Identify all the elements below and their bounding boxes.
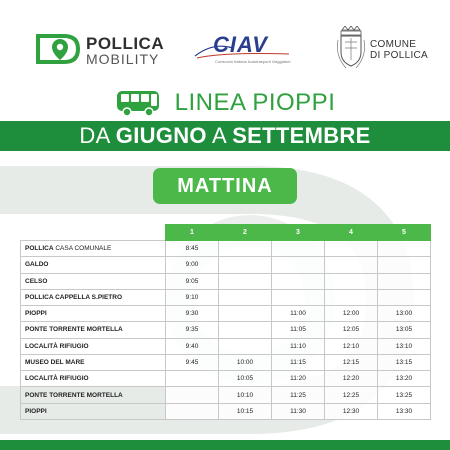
table-row bbox=[21, 322, 431, 338]
stop-name-detail: CASA COMUNALE bbox=[53, 245, 112, 253]
departure-time bbox=[166, 387, 219, 403]
stop-name-main: POLLICA bbox=[25, 245, 54, 253]
departure-time bbox=[272, 289, 325, 305]
stop-name bbox=[21, 387, 166, 403]
departure-time: 13:25 bbox=[378, 387, 431, 403]
departure-time: 12:05 bbox=[325, 322, 378, 338]
departure-time bbox=[325, 289, 378, 305]
season-prefix: DA bbox=[79, 123, 116, 148]
season-month-from: GIUGNO bbox=[115, 123, 207, 148]
departure-time: 11:30 bbox=[272, 403, 325, 419]
period-label: MATTINA bbox=[177, 174, 273, 197]
departure-time: 8:45 bbox=[166, 241, 219, 257]
departure-time bbox=[325, 273, 378, 289]
pollica-logo-line1: POLLICA bbox=[86, 34, 165, 53]
departure-time bbox=[166, 403, 219, 419]
stop-name bbox=[21, 371, 166, 387]
departure-time bbox=[378, 273, 431, 289]
pollica-mobility-logo bbox=[34, 32, 174, 68]
period-badge bbox=[153, 168, 297, 204]
departure-time: 13:15 bbox=[378, 354, 431, 370]
departure-time bbox=[272, 273, 325, 289]
departure-time: 12:30 bbox=[325, 403, 378, 419]
departure-time: 9:00 bbox=[166, 257, 219, 273]
bus-icon bbox=[115, 89, 163, 117]
departure-time: 9:45 bbox=[166, 354, 219, 370]
run-header-5: 5 bbox=[378, 225, 431, 241]
departure-time: 11:00 bbox=[272, 306, 325, 322]
stop-name-main: MUSEO DEL MARE bbox=[25, 358, 85, 366]
departure-time bbox=[219, 273, 272, 289]
stop-name bbox=[21, 257, 166, 273]
table-row bbox=[21, 257, 431, 273]
departure-time: 11:15 bbox=[272, 354, 325, 370]
departure-time: 13:05 bbox=[378, 322, 431, 338]
comune-logo-line1: COMUNE bbox=[370, 39, 417, 50]
stop-name bbox=[21, 289, 166, 305]
stop-name-main: LOCALITÀ RIFIUGIO bbox=[25, 342, 89, 350]
stop-name-main: LOCALITÀ RIFIUGIO bbox=[25, 375, 89, 383]
table-row bbox=[21, 306, 431, 322]
header bbox=[0, 22, 450, 76]
stop-name-main: PIOPPI bbox=[25, 407, 47, 415]
table-row bbox=[21, 289, 431, 305]
timetable-body bbox=[21, 241, 431, 420]
ciav-logo bbox=[193, 32, 293, 68]
ciav-logo-word: CIAV bbox=[213, 32, 268, 57]
table-row bbox=[21, 354, 431, 370]
departure-time: 9:30 bbox=[166, 306, 219, 322]
departure-time bbox=[219, 257, 272, 273]
stop-name-main: POLLICA CAPPELLA S.PIETRO bbox=[25, 293, 123, 301]
departure-time bbox=[325, 241, 378, 257]
run-header-2: 2 bbox=[219, 225, 272, 241]
departure-time: 12:25 bbox=[325, 387, 378, 403]
departure-time bbox=[325, 257, 378, 273]
comune-logo-line2: DI POLLICA bbox=[370, 50, 429, 61]
stop-name-main: GALDO bbox=[25, 261, 49, 269]
table-row bbox=[21, 403, 431, 419]
departure-time: 10:00 bbox=[219, 354, 272, 370]
table-row bbox=[21, 273, 431, 289]
timetable bbox=[20, 224, 431, 420]
departure-time: 13:30 bbox=[378, 403, 431, 419]
departure-time: 12:15 bbox=[325, 354, 378, 370]
departure-time: 13:00 bbox=[378, 306, 431, 322]
departure-time: 10:05 bbox=[219, 371, 272, 387]
season-banner bbox=[0, 121, 450, 151]
departure-time bbox=[219, 306, 272, 322]
run-header-4: 4 bbox=[325, 225, 378, 241]
departure-time: 13:10 bbox=[378, 338, 431, 354]
stop-name-main: PIOPPI bbox=[25, 310, 47, 318]
departure-time: 12:10 bbox=[325, 338, 378, 354]
departure-time: 10:15 bbox=[219, 403, 272, 419]
table-row bbox=[21, 338, 431, 354]
line-title bbox=[0, 88, 450, 118]
stop-name-main: PONTE TORRENTE MORTELLA bbox=[25, 326, 123, 334]
departure-time: 10:10 bbox=[219, 387, 272, 403]
footer-bar bbox=[0, 440, 450, 450]
season-month-to: SETTEMBRE bbox=[232, 123, 371, 148]
departure-time: 11:20 bbox=[272, 371, 325, 387]
departure-time bbox=[272, 257, 325, 273]
crest-icon bbox=[336, 26, 366, 70]
departure-time bbox=[219, 289, 272, 305]
departure-time: 11:05 bbox=[272, 322, 325, 338]
stop-name-main: CELSO bbox=[25, 277, 48, 285]
departure-time bbox=[378, 289, 431, 305]
departure-time bbox=[166, 371, 219, 387]
line-name: LINEA PIOPPI bbox=[174, 89, 336, 116]
stop-name-main: PONTE TORRENTE MORTELLA bbox=[25, 391, 123, 399]
table-row bbox=[21, 371, 431, 387]
stop-name bbox=[21, 338, 166, 354]
departure-time: 9:05 bbox=[166, 273, 219, 289]
stop-name bbox=[21, 403, 166, 419]
departure-time bbox=[378, 257, 431, 273]
departure-time bbox=[219, 241, 272, 257]
stop-name bbox=[21, 354, 166, 370]
stop-name bbox=[21, 241, 166, 257]
departure-time: 9:10 bbox=[166, 289, 219, 305]
departure-time: 9:40 bbox=[166, 338, 219, 354]
departure-time bbox=[219, 322, 272, 338]
timetable-header-row bbox=[21, 225, 431, 241]
table-row bbox=[21, 241, 431, 257]
pollica-logo-line2: MOBILITY bbox=[86, 51, 160, 67]
run-header-1: 1 bbox=[166, 225, 219, 241]
departure-time: 12:00 bbox=[325, 306, 378, 322]
departure-time: 11:10 bbox=[272, 338, 325, 354]
departure-time bbox=[272, 241, 325, 257]
comune-di-pollica-logo bbox=[336, 26, 436, 72]
table-row bbox=[21, 387, 431, 403]
location-pin-icon bbox=[34, 32, 82, 66]
departure-time bbox=[219, 338, 272, 354]
departure-time: 12:20 bbox=[325, 371, 378, 387]
timetable-corner bbox=[21, 225, 166, 241]
season-middle: A bbox=[206, 123, 233, 148]
stop-name bbox=[21, 273, 166, 289]
stop-name bbox=[21, 306, 166, 322]
run-header-3: 3 bbox=[272, 225, 325, 241]
departure-time: 13:20 bbox=[378, 371, 431, 387]
season-text bbox=[79, 123, 370, 149]
ciav-logo-tagline: Consorzio Italiano Autotrasporti Viaggiatori bbox=[215, 59, 291, 64]
departure-time bbox=[378, 241, 431, 257]
departure-time: 11:25 bbox=[272, 387, 325, 403]
departure-time: 9:35 bbox=[166, 322, 219, 338]
stop-name bbox=[21, 322, 166, 338]
